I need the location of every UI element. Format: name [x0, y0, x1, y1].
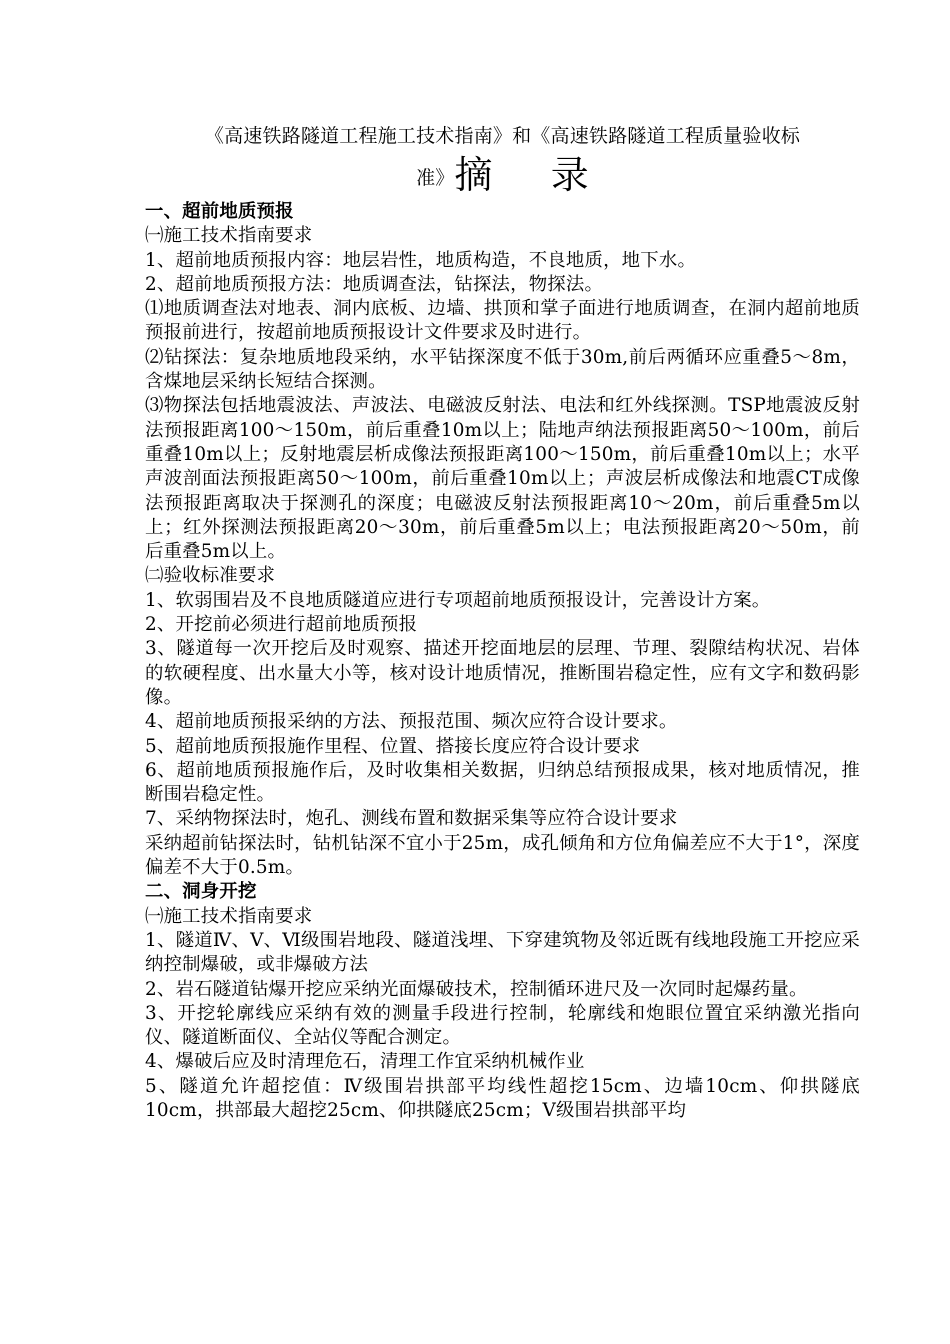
title-char-lu: 录	[550, 153, 589, 197]
document-title-line1: 《高速铁路隧道工程施工技术指南》和《高速铁路隧道工程质量验收标	[204, 125, 801, 147]
title-char-zhai: 摘	[454, 153, 493, 197]
document-title-line2	[145, 150, 860, 200]
paragraph: 1、软弱围岩及不良地质隧道应进行专项超前地质预报设计，完善设计方案。	[145, 589, 771, 611]
paragraph: 2、超前地质预报方法：地质调查法，钻探法，物探法。	[145, 273, 604, 295]
paragraph: 7、采纳物探法时，炮孔、测线布置和数据采集等应符合设计要求	[145, 808, 678, 830]
paragraph: ⑴地质调查法对地表、洞内底板、边墙、拱顶和掌子面进行地质调查，在洞内超前地质预报前进行，按超前地质预报设计文件要求及时进行。	[145, 298, 860, 344]
paragraph: 4、爆破后应及时清理危石，清理工作宜采纳机械作业	[145, 1051, 585, 1073]
paragraph: ㈠施工技术指南要求	[145, 225, 313, 247]
paragraph: 1、超前地质预报内容：地层岩性，地质构造，不良地质，地下水。	[145, 249, 697, 271]
paragraph: 2、岩石隧道钻爆开挖应采纳光面爆破技术，控制循环进尺及一次同时起爆药量。	[145, 978, 808, 1000]
paragraph: ⑶物探法包括地震波法、声波法、电磁波反射法、电法和红外线探测。TSP地震波反射法预报距离100～150m，前后重叠10m以上；陆地声纳法预报距离50～100m，前后重叠10m以上；反射地震层析成像法预报距离100～150m，前后重叠10m以上；水平声波剖面法预报距离50～100m，前后重叠10m以上；声波层析成像法和地震CT成像法预报距离取决于探测孔的深度；电磁波反射法预报距离10～20m，前后重叠5m以上；红外探测法预报距离20～30m，前后重叠5m以上；电法预报距离20～50m，前后重叠5m以上。	[145, 395, 860, 563]
paragraph: 3、开挖轮廓线应采纳有效的测量手段进行控制，轮廓线和炮眼位置宜采纳激光指向仪、隧道断面仪、全站仪等配合测定。	[145, 1002, 860, 1049]
section-heading: 二、洞身开挖	[145, 881, 257, 903]
document-body	[145, 200, 860, 1123]
paragraph: 6、超前地质预报施作后，及时收集相关数据，归纳总结预报成果，核对地质情况，推断围岩稳定性。	[145, 759, 860, 806]
paragraph: 3、隧道每一次开挖后及时观察、描述开挖面地层的层理、节理、裂隙结构状况、岩体的软硬程度、出水量大小等，核对设计地质情况，推断围岩稳定性，应有文字和数码影像。	[145, 638, 860, 708]
paragraph: 2、开挖前必须进行超前地质预报	[145, 614, 418, 636]
paragraph: ㈠施工技术指南要求	[145, 905, 313, 927]
title-prefix: 准》	[416, 167, 455, 189]
paragraph: 1、隧道Ⅳ、Ⅴ、Ⅵ级围岩地段、隧道浅埋、下穿建筑物及邻近既有线地段施工开挖应采纳控制爆破，或非爆破方法	[145, 929, 860, 976]
paragraph: ⑵钻探法：复杂地质地段采纳，水平钻探深度不低于30m,前后两循环应重叠5～8m，含煤地层采纳长短结合探测。	[145, 346, 860, 393]
paragraph: 5、超前地质预报施作里程、位置、搭接长度应符合设计要求	[145, 735, 641, 757]
paragraph: 4、超前地质预报采纳的方法、预报范围、频次应符合设计要求。	[145, 711, 678, 733]
paragraph: 5、隧道允许超挖值：Ⅳ级围岩拱部平均线性超挖15cm、边墙10cm、仰拱隧底10cm，拱部最大超挖25cm、仰拱隧底25cm；Ⅴ级围岩拱部平均	[145, 1075, 860, 1121]
paragraph: 采纳超前钻探法时，钻机钻深不宜小于25m，成孔倾角和方位角偏差应不大于1°，深度偏差不大于0.5m。	[145, 832, 860, 879]
document-page	[145, 122, 860, 1123]
section-heading: 一、超前地质预报	[145, 201, 294, 222]
paragraph: ㈡验收标准要求	[145, 565, 276, 587]
